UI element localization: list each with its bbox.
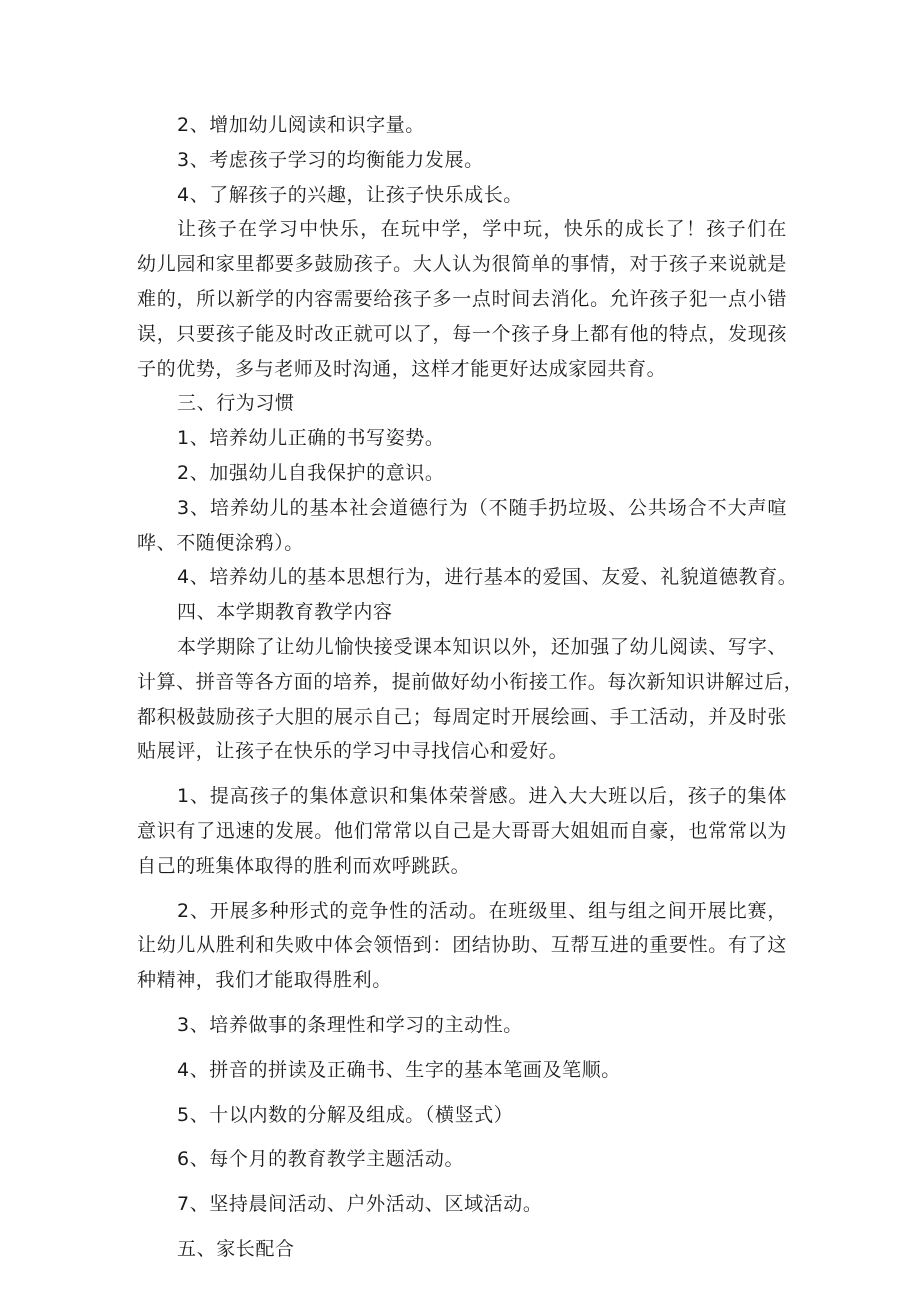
- paragraph-line: 让孩子在学习中快乐，在玩中学，学中玩，快乐的成长了！孩子们在: [177, 218, 787, 241]
- text-line: 2、增加幼儿阅读和识字量。: [177, 114, 425, 136]
- text-line: 2、加强幼儿自我保护的意识。: [177, 461, 445, 484]
- paragraph-line: 都积极鼓励孩子大胆的展示自己；每周定时开展绘画、手工活动，并及时张: [137, 705, 787, 728]
- paragraph-line: 3、培养幼儿的基本社会道德行为（不随手扔垃圾、公共场合不大声喧: [177, 496, 787, 519]
- paragraph-line: 种精神，我们才能取得胜利。: [137, 969, 392, 992]
- text-line: 五、家长配合: [177, 1237, 295, 1260]
- paragraph-spacer: [137, 1043, 797, 1053]
- paragraph-line: 误，只要孩子能及时改正就可以了，每一个孩子身上都有他的特点，发现孩: [137, 322, 787, 345]
- paragraph-line: 自己的班集体取得的胜利而欢呼跳跃。: [137, 854, 471, 877]
- paragraph-line: 让幼儿从胜利和失败中体会领悟到：团结协助、互帮互进的重要性。有了这: [137, 934, 787, 957]
- paragraph-spacer: [137, 1177, 797, 1187]
- text-line: 3、培养做事的条理性和学习的主动性。: [177, 1013, 523, 1036]
- paragraph-line: 子的优势，多与老师及时沟通，这样才能更好达成家园共育。: [137, 357, 667, 380]
- paragraph-spacer: [137, 1088, 797, 1098]
- paragraph-spacer: [137, 769, 797, 779]
- text-line: 4、培养幼儿的基本思想行为，进行基本的爱国、友爱、礼貌道德教育。: [177, 566, 798, 589]
- text-line: 3、考虑孩子学习的均衡能力发展。: [177, 148, 484, 171]
- document-page: [137, 108, 804, 1267]
- paragraph-line: 幼儿园和家里都要多鼓励孩子。大人认为很简单的事情，对于孩子来说就是: [137, 253, 787, 276]
- paragraph-spacer: [137, 884, 797, 894]
- text-line: 5、十以内数的分解及组成。（横竖式）: [177, 1103, 514, 1126]
- text-line: 6、每个月的教育教学主题活动。: [177, 1148, 465, 1171]
- text-line: 4、拼音的拼读及正确书、生字的基本笔画及笔顺。: [177, 1058, 621, 1081]
- paragraph: [137, 212, 797, 386]
- paragraph-line: 哗、不随便涂鸦）。: [137, 531, 304, 554]
- text-line: 4、了解孩子的兴趣，让孩子快乐成长。: [177, 183, 523, 206]
- paragraph: [137, 779, 797, 883]
- paragraph-line: 2、开展多种形式的竞争性的活动。在班级里、组与组之间开展比赛，: [177, 899, 787, 922]
- paragraph-line: 计算、拼音等各方面的培养，提前做好幼小衔接工作。每次新知识讲解过后，: [137, 670, 804, 693]
- paragraph-spacer: [137, 1132, 797, 1142]
- paragraph-line: 贴展评，让孩子在快乐的学习中寻找信心和爱好。: [137, 740, 569, 763]
- paragraph-line: 难的，所以新学的内容需要给孩子多一点时间去消化。允许孩子犯一点小错: [137, 287, 787, 310]
- paragraph-spacer: [137, 998, 797, 1008]
- text-line: 1、培养幼儿正确的书写姿势。: [177, 427, 445, 450]
- text-line: 7、坚持晨间活动、户外活动、区域活动。: [177, 1193, 543, 1216]
- paragraph-line: 本学期除了让幼儿愉快接受课本知识以外，还加强了幼儿阅读、写字、: [177, 635, 787, 658]
- paragraph: [137, 894, 797, 998]
- text-line: 四、本学期教育教学内容: [177, 601, 393, 624]
- paragraph-line: 意识有了迅速的发展。他们常常以自己是大哥哥大姐姐而自豪，也常常以为: [137, 819, 787, 842]
- paragraph: [137, 491, 797, 561]
- paragraph-line: 1、提高孩子的集体意识和集体荣誉感。进入大大班以后，孩子的集体: [177, 785, 787, 808]
- text-line: 三、行为习惯: [177, 392, 295, 415]
- paragraph-spacer: [137, 1222, 797, 1232]
- paragraph: [137, 630, 804, 769]
